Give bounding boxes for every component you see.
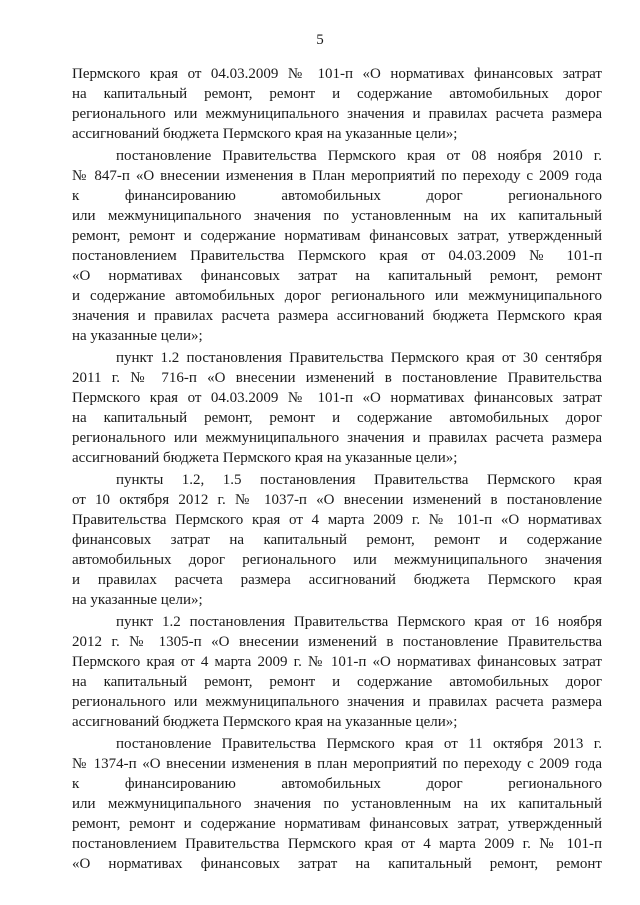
- text-line: ассигнований бюджета Пермского края на указанные цели»;: [72, 450, 458, 466]
- text-line: постановлением Правительства Пермского края от 4 марта 2009 г. № 101-п: [72, 836, 602, 852]
- text-line: на капитальный ремонт, ремонт и содержание автомобильных дорог: [72, 410, 602, 426]
- paragraph: [72, 734, 602, 874]
- text-line: регионального или межмуниципального значения и правилах расчета размера: [72, 694, 602, 710]
- text-line: «О нормативах финансовых затрат на капитальный ремонт, ремонт: [72, 268, 602, 284]
- text-line: постановление Правительства Пермского края от 11 октября 2013 г.: [116, 736, 602, 752]
- text-line: пункты 1.2, 1.5 постановления Правительства Пермского края: [116, 472, 602, 488]
- text-line: пункт 1.2 постановления Правительства Пермского края от 16 ноября: [116, 614, 602, 630]
- text-line: № 1374-п «О внесении изменения в план мероприятий по переходу с 2009 года: [72, 756, 602, 772]
- text-line: на капитальный ремонт, ремонт и содержание автомобильных дорог: [72, 86, 602, 102]
- paragraph: [72, 470, 602, 610]
- text-line: Пермского края от 04.03.2009 № 101-п «О нормативах финансовых затрат: [72, 66, 602, 82]
- text-line: ремонт, ремонт и содержание нормативам финансовых затрат, утвержденный: [72, 228, 602, 244]
- text-line: значения и правилах расчета размера ассигнований бюджета Пермского края: [72, 308, 602, 324]
- text-line: Пермского края от 04.03.2009 № 101-п «О нормативах финансовых затрат: [72, 390, 602, 406]
- text-line: или межмуниципального значения по установленным на их капитальный: [72, 796, 602, 812]
- text-line: к финансированию автомобильных дорог регионального: [72, 776, 602, 792]
- document-body: [72, 64, 602, 874]
- text-line: на указанные цели»;: [72, 592, 203, 608]
- text-line: автомобильных дорог регионального или межмуниципального значения: [72, 552, 602, 568]
- paragraph: [72, 146, 602, 346]
- paragraph: [72, 64, 602, 144]
- text-line: финансовых затрат на капитальный ремонт, ремонт и содержание: [72, 532, 602, 548]
- text-line: на капитальный ремонт, ремонт и содержание автомобильных дорог: [72, 674, 602, 690]
- text-line: Пермского края от 4 марта 2009 г. № 101-п «О нормативах финансовых затрат: [72, 654, 602, 670]
- text-line: ассигнований бюджета Пермского края на указанные цели»;: [72, 126, 458, 142]
- text-line: на указанные цели»;: [72, 328, 203, 344]
- text-line: «О нормативах финансовых затрат на капитальный ремонт, ремонт: [72, 856, 602, 872]
- text-line: к финансированию автомобильных дорог регионального: [72, 188, 602, 204]
- text-line: 2012 г. № 1305-п «О внесении изменений в постановление Правительства: [72, 634, 602, 650]
- text-line: и правилах расчета размера ассигнований бюджета Пермского края: [72, 572, 602, 588]
- text-line: и содержание автомобильных дорог регионального или межмуниципального: [72, 288, 602, 304]
- page-number: 5: [316, 32, 324, 48]
- text-line: ремонт, ремонт и содержание нормативам финансовых затрат, утвержденный: [72, 816, 602, 832]
- text-line: постановление Правительства Пермского края от 08 ноября 2010 г.: [116, 148, 602, 164]
- text-line: Правительства Пермского края от 4 марта 2009 г. № 101-п «О нормативах: [72, 512, 602, 528]
- text-line: от 10 октября 2012 г. № 1037-п «О внесении изменений в постановление: [72, 492, 602, 508]
- text-line: постановлением Правительства Пермского края от 04.03.2009 № 101-п: [72, 248, 602, 264]
- text-line: или межмуниципального значения по установленным на их капитальный: [72, 208, 602, 224]
- text-line: регионального или межмуниципального значения и правилах расчета размера: [72, 430, 602, 446]
- text-line: пункт 1.2 постановления Правительства Пермского края от 30 сентября: [116, 350, 602, 366]
- text-line: 2011 г. № 716-п «О внесении изменений в постановление Правительства: [72, 370, 602, 386]
- text-line: регионального или межмуниципального значения и правилах расчета размера: [72, 106, 602, 122]
- text-line: № 847-п «О внесении изменения в План мероприятий по переходу с 2009 года: [72, 168, 602, 184]
- paragraph: [72, 348, 602, 468]
- text-line: ассигнований бюджета Пермского края на указанные цели»;: [72, 714, 458, 730]
- paragraph: [72, 612, 602, 732]
